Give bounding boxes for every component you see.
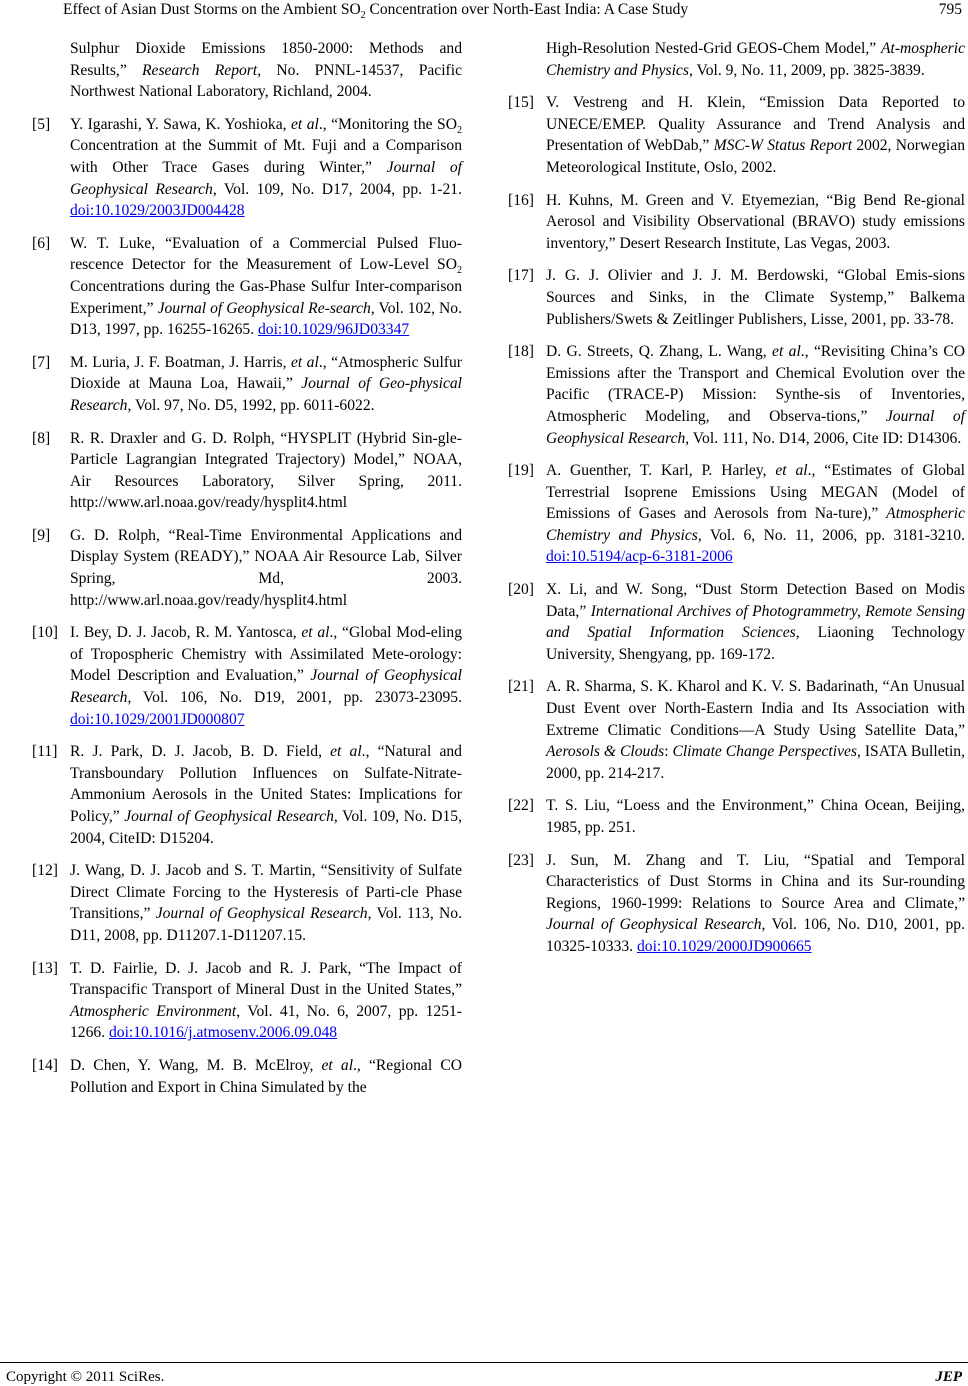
reference-text: X. Li, and W. Song, “Dust Storm Detection Based on Modis Data,” (546, 581, 965, 620)
reference-item (508, 265, 965, 330)
reference-item (32, 233, 462, 341)
doi-link[interactable]: doi:10.5194/acp-6-3181-2006 (546, 548, 733, 566)
italic-text: International Archives of Photogrammetry, Remote Sensing and Spatial Information Sciences (546, 602, 966, 642)
reference-number: [12] (32, 862, 58, 880)
italic-text: Aerosols & Clouds (546, 743, 665, 761)
reference-text: R. R. Draxler and G. D. Rolph, “HYSPLIT (Hybrid Sin-gle-Particle Lagrangian Integrated Trajectory) Model,” NOAA, Air Resources Laboratory, Silver Spring, 2011. http://www.arl.noaa.gov/ready/hysplit4.html (70, 429, 462, 512)
reference-text: High-Resolution Nested-Grid GEOS-Chem Model,” (546, 40, 881, 57)
doi-link[interactable]: doi:10.1016/j.atmosenv.2006.09.048 (108, 1024, 338, 1042)
reference-text: ., “Regional CO Pollution and Export in China Simulated by the (70, 1056, 462, 1096)
reference-item (32, 860, 462, 946)
reference-text: , Vol. 102, No. D13, 1997, pp. 16255-16265. (70, 299, 462, 339)
reference-text: G. D. Rolph, “Real-Time Environmental Applications and Display System (READY),” NOAA Air Resource Lab, Silver Spring, Md, 2003. http://www.arl.noaa.gov/ready/hysplit4.html (70, 526, 462, 609)
reference-item (32, 622, 462, 730)
reference-text: R. J. Park, D. J. Jacob, B. D. Field, (70, 743, 331, 761)
reference-text: , Vol. 113, No. D11, 2008, pp. D11207.1-D11207.15. (70, 905, 462, 944)
reference-text: , Vol. 41, No. 6, 2007, pp. 1251-1266. (70, 1002, 462, 1042)
reference-item (508, 92, 965, 178)
reference-text: Concentrations during the Gas-Phase Sulfur Inter-comparison Experiment,” (70, 277, 462, 317)
reference-text: M. Luria, J. F. Boatman, J. Harris, (70, 353, 291, 371)
italic-text: Journal of Geophysical Research (70, 667, 462, 707)
italic-text: et al (301, 624, 330, 642)
subscript: 2 (457, 265, 462, 277)
reference-text: , Vol. 109, No. D17, 2004, pp. 1-21. (212, 180, 462, 198)
doi-link[interactable]: doi:10.1029/2003JD004428 (70, 202, 245, 220)
italic-text: et al (290, 353, 319, 371)
italic-text: Atmospheric Chemistry and Physics (546, 505, 965, 544)
reference-item (508, 795, 965, 838)
doi-link[interactable]: doi:10.1029/96JD03347 (258, 321, 410, 339)
reference-number: [17] (508, 267, 534, 285)
reference-text: Sulphur Dioxide Emissions 1850-2000: Methods and Results,” (70, 40, 462, 79)
reference-text: Concentration at the Summit of Mt. Fuji and a Comparison with Other Trace Gases during Winter,” (70, 137, 462, 176)
reference-text: T. S. Liu, “Loess and the Environment,” China Ocean, Beijing, 1985, pp. 251. (546, 797, 965, 836)
reference-text: J. Wang, D. J. Jacob and S. T. Martin, “Sensitivity of Sulfate Direct Climate Forcing to the Hysteresis of Parti-cle Phase Transitions,” (70, 862, 462, 923)
italic-text: At-mospheric Chemistry and Physics (546, 40, 965, 79)
references-right-column (508, 38, 965, 969)
reference-item (508, 460, 965, 568)
reference-item (32, 38, 462, 103)
reference-text: Y. Igarashi, Y. Sawa, K. Yoshioka, (70, 115, 291, 133)
reference-item (32, 428, 462, 514)
italic-text: et al (290, 115, 319, 133)
reference-text: , Vol. 109, No. D15, 2004, CiteID: D15204. (70, 808, 462, 847)
copyright: Copyright © 2011 SciRes. (6, 1369, 165, 1385)
reference-text: A. Guenther, T. Karl, P. Harley, (546, 462, 776, 480)
page-number: 795 (938, 1, 962, 18)
reference-number: [18] (508, 343, 534, 361)
reference-item (32, 114, 462, 222)
reference-text: : (664, 743, 673, 761)
reference-item (32, 525, 462, 611)
footer-rule (0, 1362, 968, 1363)
reference-number: [10] (32, 624, 58, 642)
reference-text: J. Sun, M. Zhang and T. Liu, “Spatial and Temporal Characteristics of Dust Storms in China and its Sur-rounding Regions, 1960-1999: Relations to Source Area and Climate,” (546, 851, 965, 912)
reference-item (32, 958, 462, 1044)
running-title (63, 1, 689, 22)
italic-text: Journal of Geophysical Research (124, 808, 334, 825)
title-part: Effect of Asian Dust Storms on the Ambient SO (63, 1, 361, 18)
reference-text: ., “Global Mod-eling of Tropospheric Chemistry with Assimilated Mete-orology: Model Description and Evaluation,” (70, 624, 462, 685)
reference-number: [9] (32, 526, 51, 544)
reference-text: V. Vestreng and H. Klein, “Emission Data Reported to UNECE/EMEP. Quality Assurance and Trend Analysis and Presentation of WebDab,” (546, 94, 965, 155)
references-left-column (32, 38, 462, 1109)
running-header (0, 0, 968, 22)
reference-number: [15] (508, 94, 534, 112)
reference-number: [11] (32, 743, 58, 761)
reference-item (508, 579, 965, 665)
italic-text: et al (775, 462, 808, 480)
reference-text: 2002, Norwegian Meteorological Institute, Oslo, 2002. (546, 137, 965, 176)
reference-text: , Vol. 97, No. D5, 1992, pp. 6011-6022. (127, 396, 375, 414)
italic-text: Journal of Geophysical Research (155, 905, 368, 923)
reference-item (32, 352, 462, 417)
reference-item (32, 741, 462, 849)
reference-text: H. Kuhns, M. Green and V. Etyemezian, “Big Bend Re-gional Aerosol and Visibility Observational (BRAVO) study emissions inventory,” Desert Research Institute, Las Vegas, 2003. (546, 191, 965, 252)
reference-text: I. Bey, D. J. Jacob, R. M. Yantosca, (70, 624, 302, 642)
reference-number: [23] (508, 851, 534, 869)
reference-text: ., “Estimates of Global Terrestrial Isoprene Emissions Using MEGAN (Model of Emissions of Gases and Aerosols from Na-ture),” (546, 462, 965, 523)
reference-number: [7] (32, 353, 51, 371)
reference-text: T. D. Fairlie, D. J. Jacob and R. J. Park, “The Impact of Transpacific Transport of Mineral Dust in the United States,” (70, 959, 462, 999)
italic-text: et al (772, 343, 801, 361)
reference-item (508, 676, 965, 784)
reference-number: [19] (508, 462, 534, 480)
title-subscript: 2 (360, 10, 366, 22)
reference-text: A. R. Sharma, S. K. Kharol and K. V. S. Badarinath, “An Unusual Dust Event over North-Eastern India and Its Association with Extreme Climatic Conditions—A Study Using Satellite Data,” (546, 678, 965, 739)
reference-item (508, 38, 965, 81)
reference-number: [21] (508, 678, 534, 696)
doi-link[interactable]: doi:10.1029/2000JD900665 (636, 937, 812, 955)
reference-text: , Vol. 6, No. 11, 2006, pp. 3181-3210. (697, 526, 965, 544)
reference-text: , Liaoning Technology University, Shengyang, pp. 169-172. (546, 624, 965, 663)
reference-text: , Vol. 106, No. D19, 2001, pp. 23073-23095. (127, 689, 462, 707)
reference-text: , Vol. 9, No. 11, 2009, pp. 3825-3839. (688, 61, 925, 79)
italic-text: et al (321, 1056, 354, 1074)
reference-text: ., “Revisiting China’s CO Emissions after the Transport and Chemical Evolution over the Pacific (TRACE-P) Mission: Synthe-sis of Inventories, Atmospheric Modeling, and Observa-tions,” (546, 343, 965, 425)
reference-text: , No. PNNL-14537, Pacific Northwest National Laboratory, Richland, 2004. (70, 61, 463, 101)
reference-text: ., “Monitoring the SO (318, 115, 457, 133)
reference-number: [14] (32, 1056, 58, 1074)
reference-text: J. G. J. Olivier and J. J. M. Berdowski, “Global Emis-sions Sources and Sinks, in the Climate Systemp,” Balkema Publishers/Swets & Zeitlinger Publishers, Lisse, 2001, pp. 33-78. (546, 267, 965, 328)
reference-number: [6] (32, 234, 51, 252)
reference-text: D. G. Streets, Q. Zhang, L. Wang, (546, 343, 773, 361)
italic-text: Atmospheric Environment (70, 1002, 237, 1020)
journal-abbrev: JEP (935, 1369, 962, 1385)
italic-text: Journal of Geophysical Research (70, 158, 462, 198)
reference-number: [16] (508, 191, 534, 209)
doi-link[interactable]: doi:10.1029/2001JD000807 (70, 710, 245, 728)
reference-text: ., “Natural and Transboundary Pollution Influences on Sulfate-Nitrate-Ammonium Aerosols in the United States: Implications for Policy,” (70, 743, 462, 825)
reference-text: ., “Atmospheric Sulfur Dioxide at Mauna Loa, Hawaii,” (70, 353, 462, 393)
title-part: Concentration over North-East India: A Case Study (365, 1, 689, 18)
italic-text: Journal of Geophysical Research (546, 916, 762, 934)
subscript: 2 (456, 124, 462, 136)
italic-text: Journal of Geo-physical Research (70, 375, 463, 414)
reference-number: [5] (32, 115, 51, 133)
italic-text: et al (330, 743, 362, 761)
italic-text: Journal of Geophysical Research (546, 407, 965, 447)
reference-number: [20] (508, 581, 534, 599)
reference-text: , Vol. 106, No. D10, 2001, pp. 10325-10333. (546, 916, 965, 955)
reference-text: W. T. Luke, “Evaluation of a Commercial Pulsed Fluo-rescence Detector for the Measurement of Low-Level SO (70, 234, 462, 274)
italic-text: Research Report (142, 61, 258, 79)
italic-text: Climate Change Perspectives (672, 743, 858, 761)
reference-text: D. Chen, Y. Wang, M. B. McElroy, (70, 1056, 322, 1074)
reference-item (508, 190, 965, 255)
italic-text: MSC-W Status Report (713, 137, 853, 155)
reference-item (32, 1055, 462, 1098)
reference-text: , Vol. 111, No. D14, 2006, Cite ID: D14306. (685, 429, 962, 447)
reference-item (508, 341, 965, 449)
reference-text: , ISATA Bulletin, 2000, pp. 214-217. (546, 743, 965, 782)
reference-number: [8] (32, 429, 51, 447)
reference-number: [13] (32, 959, 58, 977)
italic-text: Journal of Geophysical Re-search (157, 299, 371, 317)
reference-number: [22] (508, 797, 534, 815)
reference-item (508, 850, 965, 958)
